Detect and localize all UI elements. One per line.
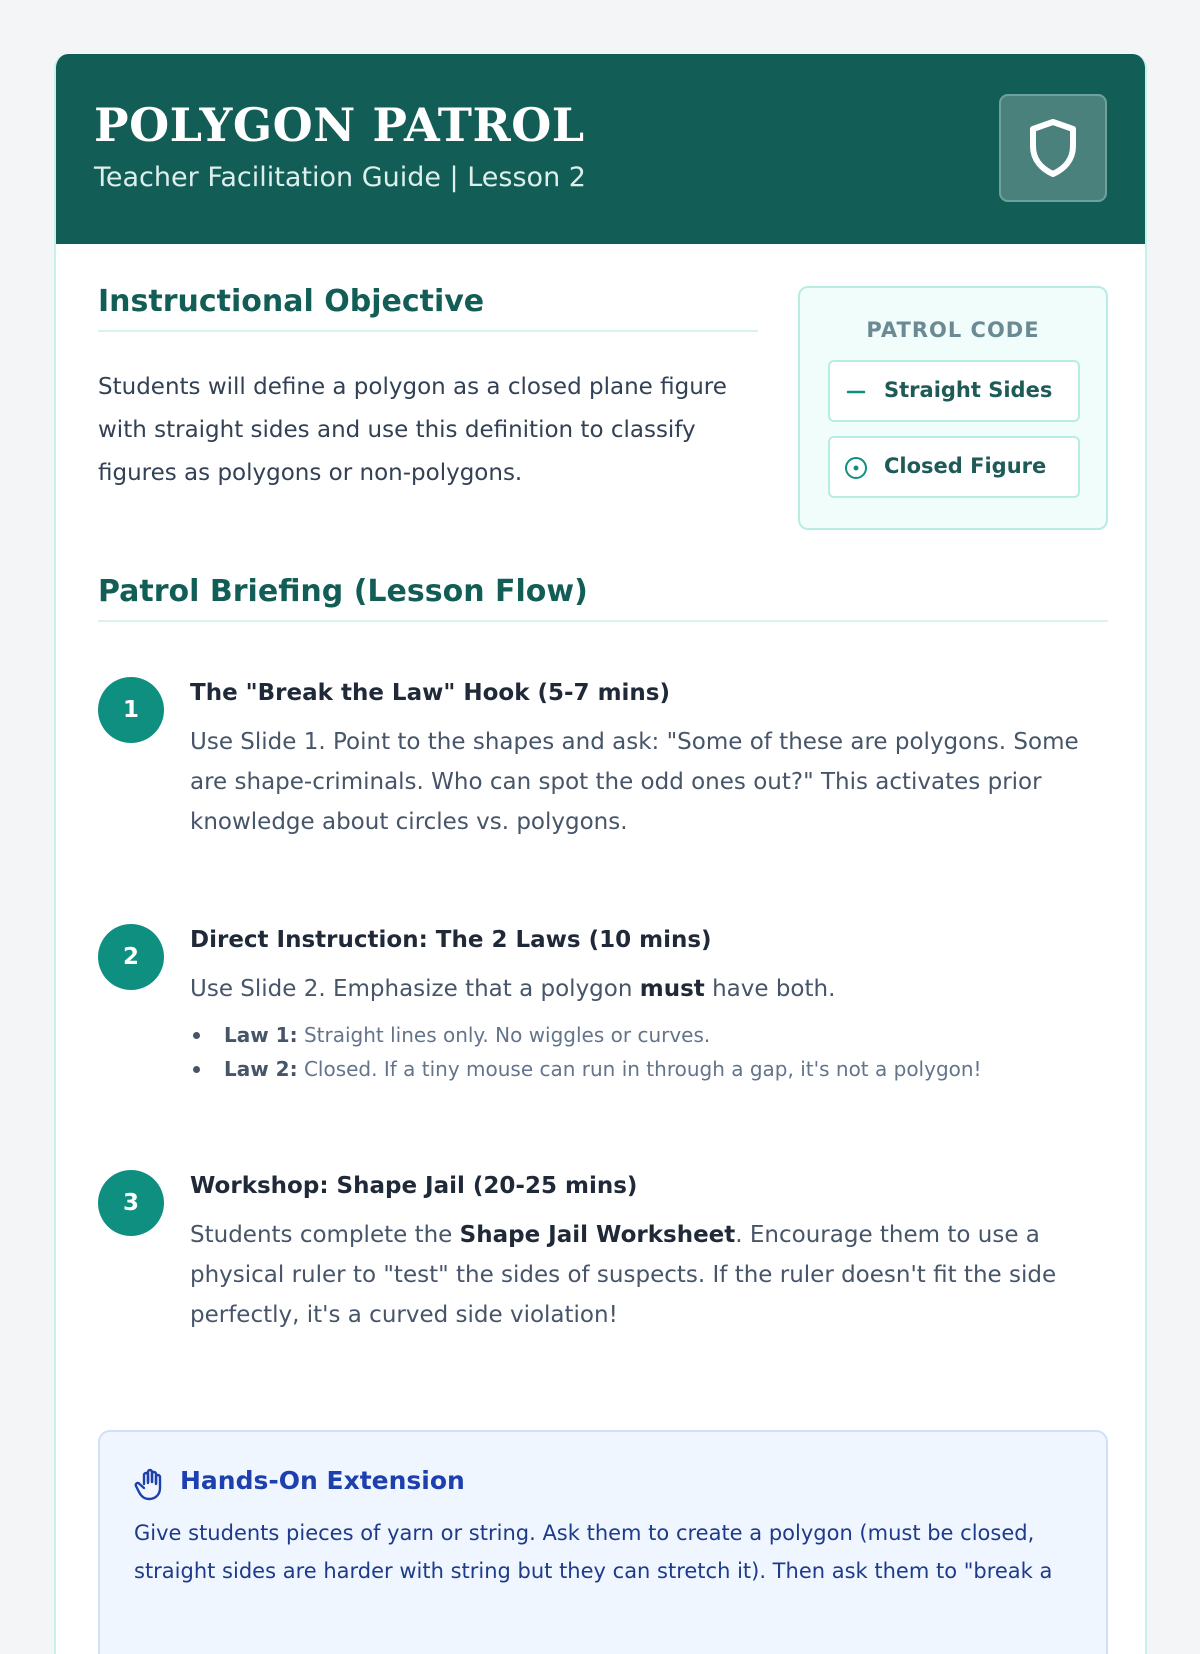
law-text: Closed. If a tiny mouse can run in through a gap, it's not a polygon! xyxy=(297,1057,982,1081)
step-body-emphasis: Shape Jail Worksheet xyxy=(459,1222,736,1248)
law-text: Straight lines only. No wiggles or curves. xyxy=(297,1023,711,1047)
step-title-3: Workshop: Shape Jail (20-25 mins) xyxy=(190,1173,638,1199)
shield-icon xyxy=(1026,117,1080,179)
step-body-text: have both. xyxy=(704,976,836,1002)
step-title-1: The "Break the Law" Hook (5-7 mins) xyxy=(190,680,670,706)
step-body-3 xyxy=(190,1215,1090,1335)
briefing-heading: Patrol Briefing (Lesson Flow) xyxy=(98,574,588,609)
extension-title: Hands-On Extension xyxy=(180,1466,465,1495)
step-title-2: Direct Instruction: The 2 Laws (10 mins) xyxy=(190,927,712,953)
laws-list xyxy=(190,1018,1090,1086)
step-number-3: 3 xyxy=(98,1170,164,1236)
list-item xyxy=(190,1052,1090,1086)
extension-box xyxy=(98,1430,1108,1654)
minus-icon xyxy=(844,380,868,404)
patrol-code-box xyxy=(798,286,1108,530)
guide-card xyxy=(54,54,1147,1654)
code-item-label: Straight Sides xyxy=(884,378,1053,402)
extension-text: Give students pieces of yarn or string. Ask them to create a polygon (must be closed, straight sides are harder with string but they can stretch it). Then ask them to "break a xyxy=(134,1521,1053,1583)
page-subtitle: Teacher Facilitation Guide | Lesson 2 xyxy=(94,162,586,193)
step-number-2: 2 xyxy=(98,924,164,990)
divider xyxy=(98,330,758,332)
patrol-code-title: PATROL CODE xyxy=(866,318,1040,342)
guide-header xyxy=(54,54,1147,244)
code-item-straight-sides xyxy=(828,360,1080,422)
step-body-text: Students complete the xyxy=(190,1222,460,1248)
step-body-text: . Encourage them to use a physical ruler to "test" the sides of suspects. If the ruler doesn't fit the side perfectly, it's a curved side violation! xyxy=(190,1222,1057,1328)
hand-icon xyxy=(132,1466,168,1502)
circle-dot-icon xyxy=(844,456,868,480)
step-body-emphasis: must xyxy=(639,976,705,1002)
code-item-closed-figure xyxy=(828,436,1080,498)
divider xyxy=(98,620,1108,622)
list-item xyxy=(190,1018,1090,1052)
law-label: Law 1: xyxy=(224,1023,298,1047)
step-body-2 xyxy=(190,969,1090,1009)
page-title: POLYGON PATROL xyxy=(94,98,585,152)
objective-heading: Instructional Objective xyxy=(98,284,485,319)
step-body-1: Use Slide 1. Point to the shapes and ask: "Some of these are polygons. Some are shape-criminals. Who can spot the odd ones out?" This activates prior knowledge about circles vs. polygons. xyxy=(190,729,1079,835)
code-item-label: Closed Figure xyxy=(884,454,1047,478)
badge xyxy=(999,94,1107,202)
law-label: Law 2: xyxy=(224,1057,298,1081)
step-body-text: Use Slide 2. Emphasize that a polygon xyxy=(190,976,640,1002)
objective-text: Students will define a polygon as a closed plane figure with straight sides and use this definition to classify figures as polygons or non-polygons. xyxy=(98,374,727,486)
step-number-1: 1 xyxy=(98,677,164,743)
